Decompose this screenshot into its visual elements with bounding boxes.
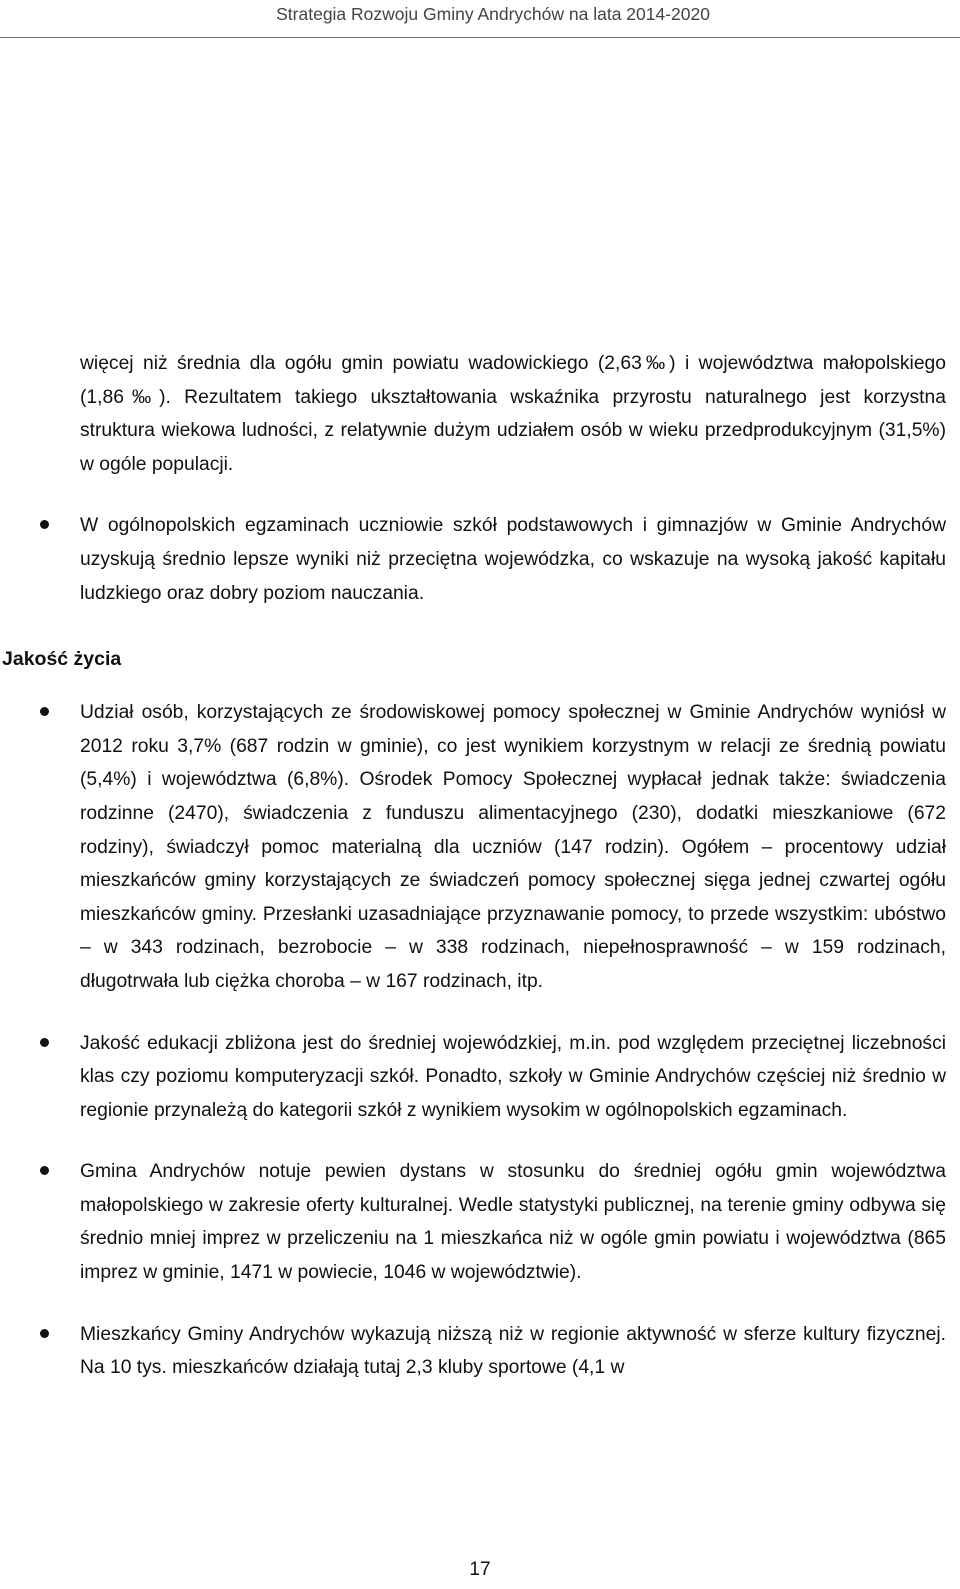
list-item [0, 1155, 960, 1289]
list-item [0, 1027, 960, 1128]
bullet-icon [40, 520, 49, 529]
page-number: 17 [469, 1559, 491, 1580]
bullet-list-education [0, 509, 960, 610]
list-item [0, 696, 960, 998]
list-item-text: Gmina Andrychów notuje pewien dystans w stosunku do średniej ogółu gmin województwa małopolskiego w zakresie oferty kulturalnej. Wedle statystyki publicznej, na terenie gminy odbywa się średnio mniej imprez w przeliczeniu na 1 mieszkańca niż w ogóle gmin powiatu i województwa (865 imprez w gminie, 1471 w powiecie, 1046 w województwie). [80, 1161, 946, 1284]
document-body [0, 347, 960, 1385]
bullet-icon [40, 1038, 49, 1047]
header-title: Strategia Rozwoju Gminy Andrychów na lata 2014-2020 [276, 4, 710, 24]
list-item [0, 509, 960, 610]
continuation-paragraph: więcej niż średnia dla ogółu gmin powiatu wadowickiego (2,63‰) i województwa małopolskiego (1,86‰). Rezultatem takiego ukształtowania wskaźnika przyrostu naturalnego jest korzystna struktura wiekowa ludności, z relatywnie dużym udziałem osób w wieku przedprodukcyjnym (31,5%) w ogóle populacji. [80, 353, 946, 475]
list-item [0, 1318, 960, 1385]
bullet-icon [40, 1329, 49, 1338]
bullet-list-quality-of-life [0, 696, 960, 1385]
bullet-icon [40, 1166, 49, 1175]
list-item-text: W ogólnopolskich egzaminach uczniowie szkół podstawowych i gimnazjów w Gminie Andrychów uzyskują średnio lepsze wyniki niż przeciętna wojewódzka, co wskazuje na wysoką jakość kapitału ludzkiego oraz dobry poziom nauczania. [80, 515, 946, 604]
list-item-text: Jakość edukacji zbliżona jest do średniej wojewódzkiej, m.in. pod względem przeciętnej liczebności klas czy poziomu komputeryzacji szkół. Ponadto, szkoły w Gminie Andrychów częściej niż średnio w regionie przynależą do kategorii szkół z wynikiem wysokim w ogólnopolskich egzaminach. [80, 1032, 946, 1121]
list-item-text: Udział osób, korzystających ze środowiskowej pomocy społecznej w Gminie Andrychów wyniósł w 2012 roku 3,7% (687 rodzin w gminie), co jest wynikiem korzystnym w relacji ze średnią powiatu (5,4%) i województwa (6,8%). Ośrodek Pomocy Społecznej wypłacał jednak także: świadczenia rodzinne (2470), świadczenia z funduszu alimentacyjnego (230), dodatki mieszkaniowe (672 rodziny), świadczył pomoc materialną dla uczniów (147 rodzin). Ogółem – procentowy udział mieszkańców gminy korzystających ze świadczeń pomocy społecznej sięga jednej czwartej ogółu mieszkańców gminy. Przesłanki uzasadniające przyznawanie pomocy, to przede wszystkim: ubóstwo – w 343 rodzinach, bezrobocie – w 338 rodzinach, niepełnosprawność – w 159 rodzinach, długotrwała lub ciężka choroba – w 167 rodzinach, itp. [80, 702, 946, 992]
page-header [0, 0, 960, 38]
list-item-text: Mieszkańcy Gminy Andrychów wykazują niższą niż w regionie aktywność w sferze kultury fizycznej. Na 10 tys. mieszkańców działają tutaj 2,3 kluby sportowe (4,1 w [80, 1323, 946, 1379]
bullet-icon [40, 707, 49, 716]
section-heading: Jakość życia [2, 648, 122, 671]
